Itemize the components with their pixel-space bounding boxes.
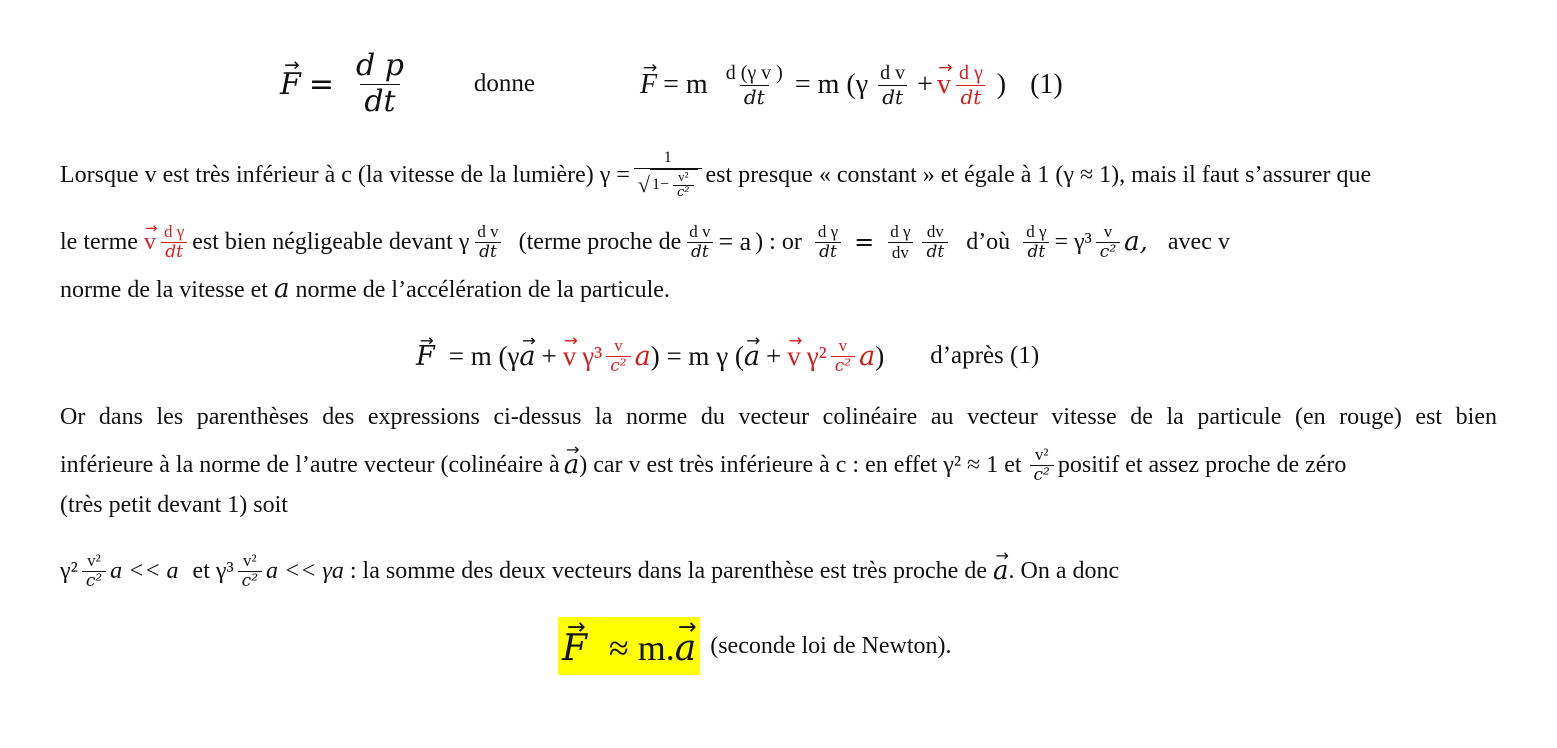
text: norme de l’accélération de la particule.: [295, 277, 670, 303]
newton-law-highlight: [558, 617, 700, 675]
text: norme de la vitesse et: [60, 277, 268, 303]
paragraph2-line2: [60, 440, 1346, 490]
text: inférieure à la norme de l’autre vecteur (colinéaire à: [60, 451, 560, 478]
acceleration-norm: a,: [1124, 227, 1148, 257]
paragraph1-line1: [60, 140, 1371, 210]
approx-m: ≈ m.: [608, 628, 675, 668]
velocity-vector-red: → v: [937, 69, 951, 101]
equation-top: [280, 44, 535, 124]
paragraph2-line3: [60, 492, 288, 519]
fraction-dgamma-dt: $\frac{\text{d γ}}{dt}$: [1022, 222, 1050, 262]
equation-label: (1): [1030, 69, 1063, 100]
equals-sign: =: [308, 66, 334, 102]
force-vector: → F: [562, 628, 587, 669]
force-vector: → F: [280, 67, 301, 102]
acceleration-norm: a: [273, 274, 290, 304]
fraction-v2-c2: $\frac{\text{v²}}{\text{c²}}$: [238, 551, 262, 591]
fraction-dgamma-dt: $\frac{\text{d γ}}{dt}$: [814, 222, 842, 262]
gamma-cubed: = γ³: [1054, 228, 1092, 255]
fraction-v-c2-red: $\frac{v}{\text{c²}}$: [606, 336, 630, 376]
force-vector: → F: [640, 69, 657, 101]
fraction-dgamma-dv: $\frac{\text{d γ}}{dv}$: [886, 222, 914, 262]
fraction-v2-c2: $\frac{\text{v²}}{\text{c²}}$: [1030, 445, 1054, 485]
paragraph1-line3: [60, 274, 670, 304]
fraction-v2-c2: $\frac{\text{v²}}{\text{c²}}$: [82, 551, 106, 591]
text: le terme: [60, 228, 138, 255]
velocity-vector-red: → v: [144, 229, 156, 256]
equation-mid: [416, 328, 1039, 384]
text: Or dans les parenthèses des expressions ci-dessus la norme du vecteur colinéaire au vecteur vitesse de la particule (en rouge) est bien: [60, 404, 1497, 430]
velocity-vector-red: → v: [787, 341, 801, 372]
text: = m (γ: [448, 340, 520, 371]
close-paren: ): [996, 69, 1007, 100]
text: et γ³: [192, 557, 234, 584]
text: Lorsque v est très inférieur à c (la vitesse de la lumière) γ =: [60, 161, 630, 188]
paragraph1-line2: [60, 214, 1230, 270]
acceleration-vector: → a: [519, 341, 535, 372]
gamma-squared-red: γ²: [806, 340, 827, 371]
text: (très petit devant 1) soit: [60, 492, 288, 518]
inequality-1: a << a: [110, 557, 179, 584]
fraction-dp-dt: $\frac{\text{d p}}{dt}$: [355, 48, 404, 119]
equation-label: d’après (1): [930, 342, 1040, 369]
equals-m: = m: [663, 69, 708, 100]
plus-sign: +: [917, 69, 933, 100]
fraction-dv-dt: $\frac{\text{d v}}{dt}$: [685, 222, 714, 262]
equals-sign: =: [854, 228, 875, 256]
text: d’où: [966, 228, 1011, 255]
gamma-cubed-red: γ³: [582, 340, 603, 371]
fraction-v-c2: $\frac{v}{\text{c²}}$: [1096, 222, 1120, 262]
text: avec v: [1167, 228, 1230, 255]
caption: (seconde loi de Newton).: [710, 632, 952, 659]
v2-over-c2: $\frac{\text{v²}}{\text{c²}}$: [673, 170, 694, 201]
equals-m-paren: = m (γ: [794, 69, 869, 100]
equation-top-rhs: [640, 50, 1063, 120]
plus-sign: +: [541, 340, 557, 371]
text: est bien négligeable devant γ: [192, 228, 470, 255]
text: positif et assez proche de zéro: [1057, 451, 1347, 478]
inequalities-line: [60, 546, 1119, 596]
fraction-dv-dt: $\frac{\text{d v}}{dt}$: [880, 61, 906, 109]
sqrt-expression: √ 1− $\frac{\text{v²}}{\text{c²}}$: [634, 168, 702, 201]
acceleration-norm-red: a: [859, 340, 876, 372]
fraction-dv-dt: $\frac{\text{d v}}{dt}$: [473, 222, 502, 262]
acceleration-vector: → a: [675, 628, 696, 669]
acceleration-vector: → a: [564, 450, 580, 480]
plus-sign: +: [765, 340, 782, 371]
text: (terme proche de: [518, 228, 682, 255]
close-paren: ): [875, 340, 885, 371]
gamma-definition: 1 √ 1− $\frac{\text{v²}}{\text{c²}}$: [634, 149, 702, 200]
velocity-vector-red: → v: [563, 341, 577, 372]
inequality-2: a << γa: [266, 557, 344, 584]
text: ) : or: [755, 228, 802, 255]
text: est presque « constant » et égale à 1 (γ ≈ 1), mais il faut s’assurer que: [705, 161, 1372, 188]
acceleration-vector: → a: [744, 341, 760, 372]
force-vector: → F: [416, 341, 435, 372]
acceleration-norm-red: a: [634, 340, 651, 372]
fraction-dgamma-dt-red: $\frac{\text{d γ}}{dt}$: [160, 222, 188, 262]
text: ) = m γ (: [650, 340, 744, 371]
connector-donne: donne: [473, 70, 536, 97]
text: ) car v est très inférieure à c : en effet γ² ≈ 1 et: [579, 451, 1022, 478]
gamma-squared: γ²: [60, 557, 78, 584]
acceleration-vector: → a: [993, 556, 1009, 586]
fraction-dv-dt: $\frac{dv}{dt}$: [922, 222, 948, 262]
fraction-v-c2-red: $\frac{v}{\text{c²}}$: [831, 336, 855, 376]
fraction-dgamma-dt-red: $\frac{\text{d γ}}{dt}$: [955, 62, 987, 109]
equals-acceleration: = a: [718, 227, 752, 256]
text: : la somme des deux vecteurs dans la parenthèse est très proche de: [349, 557, 987, 584]
text: . On a donc: [1008, 557, 1120, 584]
paragraph2-line1: [60, 404, 1497, 431]
fraction-d-gamma-v: $\frac{\text{d (γ v )}}{dt}$: [725, 61, 783, 109]
conclusion: [558, 617, 951, 675]
